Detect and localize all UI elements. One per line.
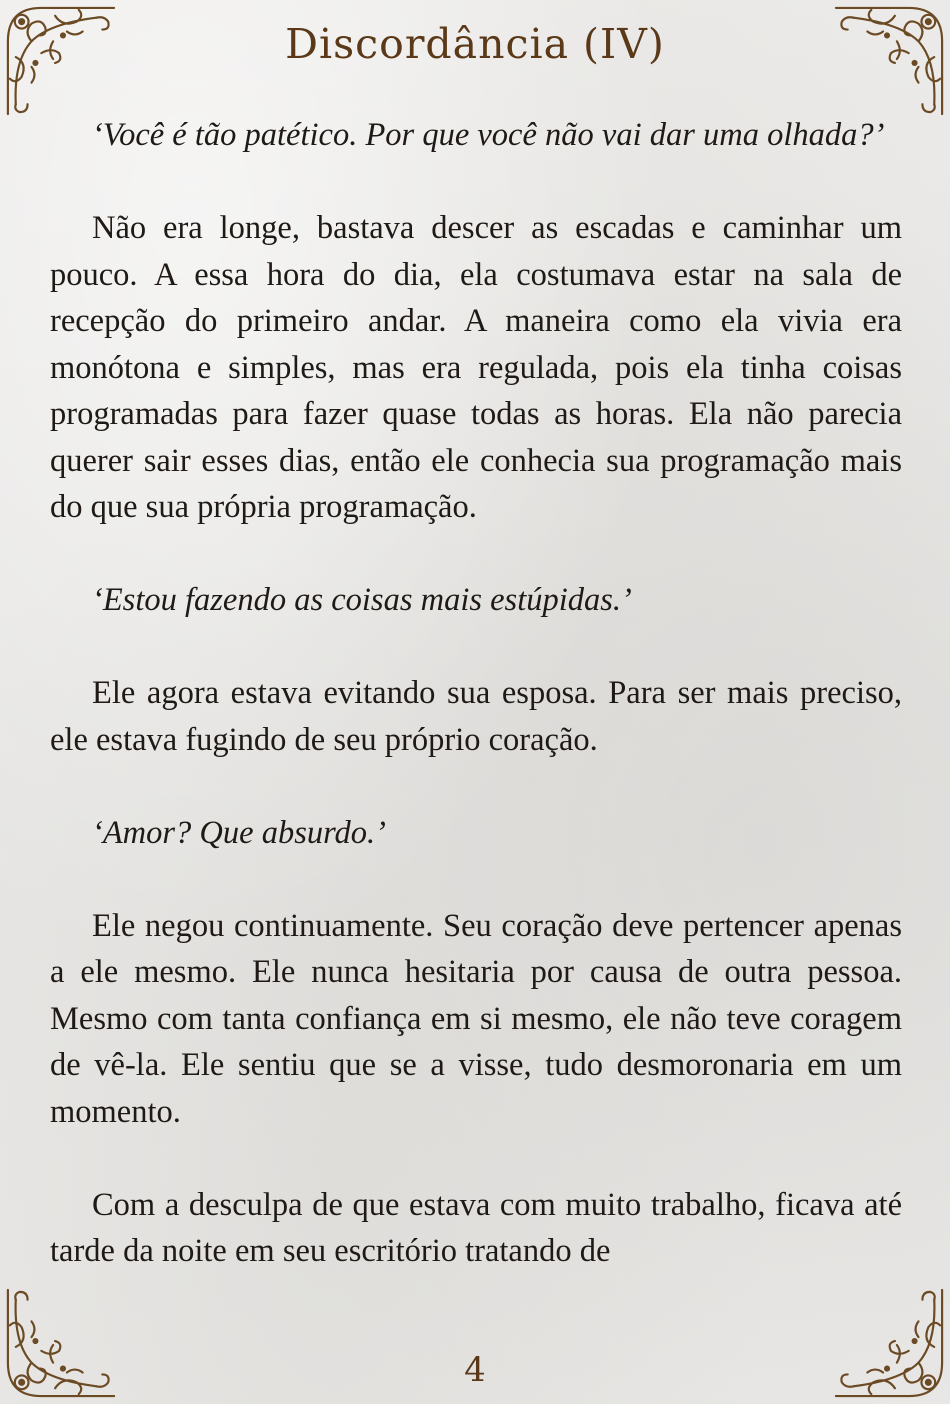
thought-paragraph: ‘Amor? Que absurdo.’ (92, 814, 386, 851)
chapter-title: Discordância (IV) (285, 20, 665, 68)
narration-paragraph: Ele negou continuamente. Seu coração deve pertencer apenas a ele mesmo. Ele nunca hesitaria por causa de outra pessoa. Mesmo com tanta confiança em si mesmo, ele não teve coragem de vê-la. Ele sentiu que se a visse, tudo desmoronaria em um momento. (50, 907, 902, 1130)
narration-paragraph: Ele agora estava evitando sua esposa. Para ser mais preciso, ele estava fugindo de seu próprio coração. (50, 675, 902, 758)
narration-paragraph: Com a desculpa de que estava com muito trabalho, ficava até tarde da noite em seu escritório tratando de (50, 1186, 902, 1269)
thought-paragraph: ‘Você é tão patético. Por que você não vai dar uma olhada?’ (92, 117, 885, 153)
thought-paragraph: ‘Estou fazendo as coisas mais estúpidas.’ (92, 582, 632, 618)
narration-paragraph: Não era longe, bastava descer as escadas e caminhar um pouco. A essa hora do dia, ela costumava estar na sala de recepção do primeiro andar. A maneira como ela vivia era monótona e simples, mas era regulada, pois ela tinha coisas programadas para fazer quase todas as horas. Ela não parecia querer sair esses dias, então ele conhecia sua programação mais do que sua própria programação. (50, 210, 902, 525)
page-number: 4 (464, 1350, 486, 1390)
page-body (50, 112, 902, 1321)
